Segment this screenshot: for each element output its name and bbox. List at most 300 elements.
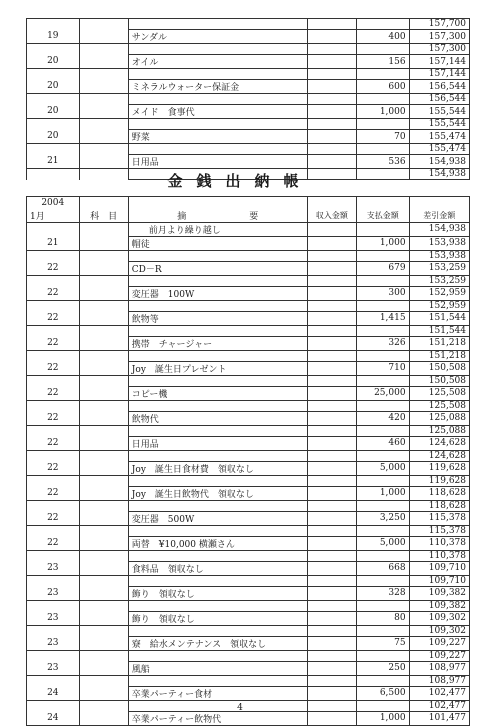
- entry-category: [79, 130, 128, 144]
- carry-desc-blank: [128, 575, 307, 586]
- header-row-top: [27, 197, 470, 209]
- carry-desc-blank: [128, 275, 307, 286]
- carryover-cat-blank: [79, 222, 128, 236]
- carry-out-blank: [357, 94, 410, 105]
- carry-in-blank: [307, 450, 356, 461]
- entry-income: [307, 30, 356, 44]
- entry-day: 20: [27, 130, 80, 144]
- entry-balance: 109,382: [409, 586, 469, 600]
- carry-day-blank: [27, 475, 80, 486]
- carry-desc-blank: [128, 325, 307, 336]
- entry-balance: 109,227: [409, 636, 469, 650]
- carry-desc-blank: [128, 144, 307, 155]
- entry-balance: 152,959: [409, 286, 469, 300]
- entry-category: [79, 636, 128, 650]
- main-ledger-table: [26, 196, 470, 726]
- ledger-entry-row: [27, 436, 470, 450]
- entry-category: [79, 486, 128, 500]
- carry-balance: 109,382: [409, 600, 469, 611]
- entry-expense: 70: [357, 130, 410, 144]
- entry-description: 日用品: [128, 155, 307, 169]
- carry-desc-blank: [128, 450, 307, 461]
- entry-category: [79, 686, 128, 700]
- ledger-entry-row: [27, 361, 470, 375]
- ledger-carry-row: [27, 500, 470, 511]
- entry-category: [79, 711, 128, 725]
- entry-description: メイド 食事代: [128, 105, 307, 119]
- carry-out-blank: [357, 625, 410, 636]
- entry-income: [307, 130, 356, 144]
- entry-category: [79, 586, 128, 600]
- carry-in-blank: [307, 425, 356, 436]
- carry-balance: 109,302: [409, 625, 469, 636]
- entry-expense: 536: [357, 155, 410, 169]
- opening-blank-cell: [307, 19, 356, 30]
- carry-in-blank: [307, 650, 356, 661]
- carry-day-blank: [27, 550, 80, 561]
- entry-balance: 151,218: [409, 336, 469, 350]
- carry-in-blank: [307, 69, 356, 80]
- ledger-carry-row: [27, 300, 470, 311]
- entry-balance: 118,628: [409, 486, 469, 500]
- opening-blank-cell: [27, 19, 80, 30]
- entry-expense: 75: [357, 636, 410, 650]
- entry-balance: 115,378: [409, 511, 469, 525]
- carry-out-blank: [357, 575, 410, 586]
- carry-desc-blank: [128, 300, 307, 311]
- carryover-out-blank: [357, 222, 410, 236]
- entry-day: 22: [27, 461, 80, 475]
- ledger-carry-row: [27, 119, 470, 130]
- carry-day-blank: [27, 350, 80, 361]
- entry-day: 22: [27, 286, 80, 300]
- carry-desc-blank: [128, 94, 307, 105]
- entry-balance: 151,544: [409, 311, 469, 325]
- entry-income: [307, 55, 356, 69]
- entry-description: 携帯 チャージャー: [128, 336, 307, 350]
- carry-balance: 115,378: [409, 525, 469, 536]
- carry-out-blank: [357, 600, 410, 611]
- carry-out-blank: [357, 450, 410, 461]
- entry-expense: 80: [357, 611, 410, 625]
- entry-balance: 125,508: [409, 386, 469, 400]
- entry-day: 24: [27, 711, 80, 725]
- ledger-entry-row: [27, 636, 470, 650]
- carry-balance: 110,378: [409, 550, 469, 561]
- carry-desc-blank: [128, 550, 307, 561]
- ledger-entry-row: [27, 130, 470, 144]
- carry-out-blank: [357, 650, 410, 661]
- carry-day-blank: [27, 400, 80, 411]
- carry-out-blank: [357, 550, 410, 561]
- carry-balance: 155,544: [409, 119, 469, 130]
- carry-desc-blank: [128, 625, 307, 636]
- carry-in-blank: [307, 119, 356, 130]
- carry-out-blank: [357, 69, 410, 80]
- entry-category: [79, 155, 128, 169]
- ledger-entry-row: [27, 155, 470, 169]
- entry-day: 22: [27, 411, 80, 425]
- ledger-carry-row: [27, 425, 470, 436]
- entry-category: [79, 661, 128, 675]
- carry-out-blank: [357, 500, 410, 511]
- carry-in-blank: [307, 475, 356, 486]
- entry-expense: 6,500: [357, 686, 410, 700]
- carry-day-blank: [27, 425, 80, 436]
- carry-day-blank: [27, 575, 80, 586]
- carry-in-blank: [307, 550, 356, 561]
- header-row: [27, 209, 470, 223]
- entry-expense: 5,000: [357, 461, 410, 475]
- carry-in-blank: [307, 500, 356, 511]
- entry-expense: 5,000: [357, 536, 410, 550]
- opening-blank-cell: [357, 19, 410, 30]
- carry-day-blank: [27, 675, 80, 686]
- entry-description: 飲物等: [128, 311, 307, 325]
- carryover-row: [27, 222, 470, 236]
- carry-cat-blank: [79, 44, 128, 55]
- carry-balance: 102,477: [409, 700, 469, 711]
- entry-expense: 1,000: [357, 711, 410, 725]
- entry-day: 22: [27, 311, 80, 325]
- entry-category: [79, 611, 128, 625]
- entry-description: 飾り 領収なし: [128, 586, 307, 600]
- carry-in-blank: [307, 44, 356, 55]
- entry-description: Joy 誕生日プレゼント: [128, 361, 307, 375]
- entry-income: [307, 80, 356, 94]
- ledger-carry-row: [27, 350, 470, 361]
- entry-category: [79, 336, 128, 350]
- ledger-entry-row: [27, 30, 470, 44]
- entry-income: [307, 686, 356, 700]
- carry-balance: 154,938: [409, 169, 469, 180]
- carry-balance: 124,628: [409, 450, 469, 461]
- entry-description: 飾り 領収なし: [128, 611, 307, 625]
- entry-description: 卒業パーティー飲物代: [128, 711, 307, 725]
- header-description: 摘 要: [128, 209, 307, 223]
- carry-balance: 119,628: [409, 475, 469, 486]
- entry-expense: 400: [357, 30, 410, 44]
- ledger-entry-row: [27, 386, 470, 400]
- carry-in-blank: [307, 275, 356, 286]
- entry-balance: 109,302: [409, 611, 469, 625]
- entry-income: [307, 386, 356, 400]
- carry-out-blank: [357, 144, 410, 155]
- carry-balance: 153,259: [409, 275, 469, 286]
- carry-cat-blank: [79, 600, 128, 611]
- ledger-carry-row: [27, 275, 470, 286]
- entry-income: [307, 561, 356, 575]
- entry-income: [307, 711, 356, 725]
- entry-category: [79, 311, 128, 325]
- entry-expense: 600: [357, 80, 410, 94]
- entry-description: Joy 誕生日食材費 領収なし: [128, 461, 307, 475]
- carry-desc-blank: [128, 500, 307, 511]
- entry-income: [307, 261, 356, 275]
- carry-in-blank: [307, 144, 356, 155]
- carry-balance: 156,544: [409, 94, 469, 105]
- carry-cat-blank: [79, 350, 128, 361]
- carry-in-blank: [307, 400, 356, 411]
- entry-expense: 1,415: [357, 311, 410, 325]
- top-ledger-table: [26, 18, 470, 180]
- entry-balance: 101,477: [409, 711, 469, 725]
- main-ledger-body: [27, 197, 470, 726]
- carry-out-blank: [357, 675, 410, 686]
- entry-category: [79, 561, 128, 575]
- carry-in-blank: [307, 625, 356, 636]
- entry-category: [79, 30, 128, 44]
- carry-desc-blank: [128, 525, 307, 536]
- entry-expense: 460: [357, 436, 410, 450]
- carry-balance: 151,218: [409, 350, 469, 361]
- entry-income: [307, 286, 356, 300]
- carry-desc-blank: [128, 250, 307, 261]
- carry-cat-blank: [79, 119, 128, 130]
- opening-balance: 157,700: [409, 19, 469, 30]
- ledger-entry-row: [27, 461, 470, 475]
- entry-expense: 710: [357, 361, 410, 375]
- ledger-entry-row: [27, 511, 470, 525]
- entry-day: 21: [27, 155, 80, 169]
- carry-desc-blank: [128, 650, 307, 661]
- carry-day-blank: [27, 44, 80, 55]
- header-balance: 差引金額: [409, 209, 469, 223]
- carry-cat-blank: [79, 425, 128, 436]
- carry-day-blank: [27, 375, 80, 386]
- entry-balance: 156,544: [409, 80, 469, 94]
- carry-day-blank: [27, 275, 80, 286]
- carry-day-blank: [27, 144, 80, 155]
- entry-description: 野菜: [128, 130, 307, 144]
- carry-day-blank: [27, 119, 80, 130]
- carry-out-blank: [357, 325, 410, 336]
- ledger-entry-row: [27, 561, 470, 575]
- carry-desc-blank: [128, 375, 307, 386]
- entry-category: [79, 105, 128, 119]
- carry-cat-blank: [79, 575, 128, 586]
- carry-out-blank: [357, 425, 410, 436]
- top-ledger-body: [27, 19, 470, 180]
- ledger-carry-row: [27, 475, 470, 486]
- carry-out-blank: [357, 475, 410, 486]
- ledger-carry-row: [27, 450, 470, 461]
- header-cell-blank: [79, 197, 128, 209]
- ledger-carry-row: [27, 44, 470, 55]
- carry-cat-blank: [79, 144, 128, 155]
- entry-description: 寮 給水メンテナンス 領収なし: [128, 636, 307, 650]
- entry-category: [79, 386, 128, 400]
- carry-balance: 155,474: [409, 144, 469, 155]
- entry-category: [79, 236, 128, 250]
- header-cell-blank: [128, 197, 307, 209]
- entry-balance: 108,977: [409, 661, 469, 675]
- carry-desc-blank: [128, 600, 307, 611]
- entry-balance: 150,508: [409, 361, 469, 375]
- carry-day-blank: [27, 250, 80, 261]
- entry-balance: 155,544: [409, 105, 469, 119]
- entry-balance: 109,710: [409, 561, 469, 575]
- carry-balance: 118,628: [409, 500, 469, 511]
- carry-day-blank: [27, 650, 80, 661]
- entry-day: 22: [27, 386, 80, 400]
- entry-balance: 157,300: [409, 30, 469, 44]
- entry-balance: 154,938: [409, 155, 469, 169]
- entry-income: [307, 536, 356, 550]
- carry-in-blank: [307, 375, 356, 386]
- carry-desc-blank: [128, 44, 307, 55]
- ledger-entry-row: [27, 661, 470, 675]
- entry-balance: 153,259: [409, 261, 469, 275]
- entry-description: 変圧器 100W: [128, 286, 307, 300]
- carry-out-blank: [357, 350, 410, 361]
- entry-balance: 125,088: [409, 411, 469, 425]
- entry-category: [79, 286, 128, 300]
- carry-desc-blank: [128, 400, 307, 411]
- carry-out-blank: [357, 375, 410, 386]
- carry-day-blank: [27, 300, 80, 311]
- header-income: 収入金額: [307, 209, 356, 223]
- entry-description: コピー機: [128, 386, 307, 400]
- entry-income: [307, 636, 356, 650]
- carry-day-blank: [27, 600, 80, 611]
- entry-income: [307, 486, 356, 500]
- carry-out-blank: [357, 250, 410, 261]
- entry-category: [79, 361, 128, 375]
- entry-category: [79, 411, 128, 425]
- entry-day: 22: [27, 336, 80, 350]
- carry-cat-blank: [79, 250, 128, 261]
- header-category: 科 目: [79, 209, 128, 223]
- carry-balance: 109,710: [409, 575, 469, 586]
- ledger-entry-row: [27, 261, 470, 275]
- ledger-entry-row: [27, 105, 470, 119]
- carryover-day-blank: [27, 222, 80, 236]
- carry-balance: 125,508: [409, 400, 469, 411]
- ledger-entry-row: [27, 486, 470, 500]
- entry-description: 食料品 領収なし: [128, 561, 307, 575]
- entry-day: 23: [27, 561, 80, 575]
- ledger-carry-row: [27, 550, 470, 561]
- entry-balance: 102,477: [409, 686, 469, 700]
- carry-desc-blank: [128, 350, 307, 361]
- entry-expense: 25,000: [357, 386, 410, 400]
- entry-expense: 3,250: [357, 511, 410, 525]
- entry-income: [307, 511, 356, 525]
- carry-in-blank: [307, 525, 356, 536]
- entry-day: 22: [27, 361, 80, 375]
- ledger-entry-row: [27, 711, 470, 725]
- entry-expense: 1,000: [357, 236, 410, 250]
- entry-description: サンダル: [128, 30, 307, 44]
- entry-day: 22: [27, 486, 80, 500]
- carry-out-blank: [357, 44, 410, 55]
- carry-cat-blank: [79, 325, 128, 336]
- carry-in-blank: [307, 94, 356, 105]
- header-cell-blank: [409, 197, 469, 209]
- carry-in-blank: [307, 325, 356, 336]
- header-cell-blank: [357, 197, 410, 209]
- ledger-entry-row: [27, 586, 470, 600]
- entry-description: 帽徒: [128, 236, 307, 250]
- carry-day-blank: [27, 450, 80, 461]
- entry-balance: 119,628: [409, 461, 469, 475]
- carry-in-blank: [307, 675, 356, 686]
- entry-expense: 250: [357, 661, 410, 675]
- carry-day-blank: [27, 500, 80, 511]
- entry-day: 22: [27, 536, 80, 550]
- entry-balance: 157,144: [409, 55, 469, 69]
- entry-description: 両替 ¥10,000 横瀬さん: [128, 536, 307, 550]
- entry-expense: 668: [357, 561, 410, 575]
- entry-category: [79, 536, 128, 550]
- carryover-label: 前月より繰り越し: [128, 222, 307, 236]
- entry-expense: 328: [357, 586, 410, 600]
- ledger-carry-row: [27, 675, 470, 686]
- carry-day-blank: [27, 625, 80, 636]
- carry-cat-blank: [79, 94, 128, 105]
- carry-desc-blank: [128, 675, 307, 686]
- carry-out-blank: [357, 119, 410, 130]
- entry-category: [79, 261, 128, 275]
- ledger-entry-row: [27, 536, 470, 550]
- entry-expense: 156: [357, 55, 410, 69]
- entry-day: 21: [27, 236, 80, 250]
- ledger-carry-row: [27, 325, 470, 336]
- entry-description: 日用品: [128, 436, 307, 450]
- carry-cat-blank: [79, 475, 128, 486]
- ledger-carry-row: [27, 575, 470, 586]
- entry-category: [79, 511, 128, 525]
- ledger-entry-row: [27, 336, 470, 350]
- carry-out-blank: [357, 525, 410, 536]
- entry-income: [307, 436, 356, 450]
- carry-day-blank: [27, 94, 80, 105]
- carry-desc-blank: [128, 119, 307, 130]
- entry-day: 23: [27, 586, 80, 600]
- carry-balance: 108,977: [409, 675, 469, 686]
- ledger-carry-row: [27, 94, 470, 105]
- entry-day: 20: [27, 105, 80, 119]
- ledger-entry-row: [27, 686, 470, 700]
- entry-category: [79, 80, 128, 94]
- ledger-carry-row: [27, 525, 470, 536]
- entry-day: 20: [27, 55, 80, 69]
- ledger-carry-row: [27, 600, 470, 611]
- entry-category: [79, 436, 128, 450]
- entry-income: [307, 661, 356, 675]
- carry-cat-blank: [79, 525, 128, 536]
- ledger-carry-row: [27, 400, 470, 411]
- ledger-entry-row: [27, 311, 470, 325]
- carry-cat-blank: [79, 675, 128, 686]
- entry-expense: 300: [357, 286, 410, 300]
- entry-day: 23: [27, 661, 80, 675]
- carry-cat-blank: [79, 450, 128, 461]
- entry-description: オイル: [128, 55, 307, 69]
- carry-balance: 157,144: [409, 69, 469, 80]
- ledger-entry-row: [27, 411, 470, 425]
- entry-description: 風船: [128, 661, 307, 675]
- carry-in-blank: [307, 250, 356, 261]
- entry-description: 変圧器 500W: [128, 511, 307, 525]
- carry-out-blank: [357, 400, 410, 411]
- entry-income: [307, 155, 356, 169]
- entry-day: 24: [27, 686, 80, 700]
- carry-day-blank: [27, 325, 80, 336]
- entry-description: CD－R: [128, 261, 307, 275]
- carry-cat-blank: [79, 400, 128, 411]
